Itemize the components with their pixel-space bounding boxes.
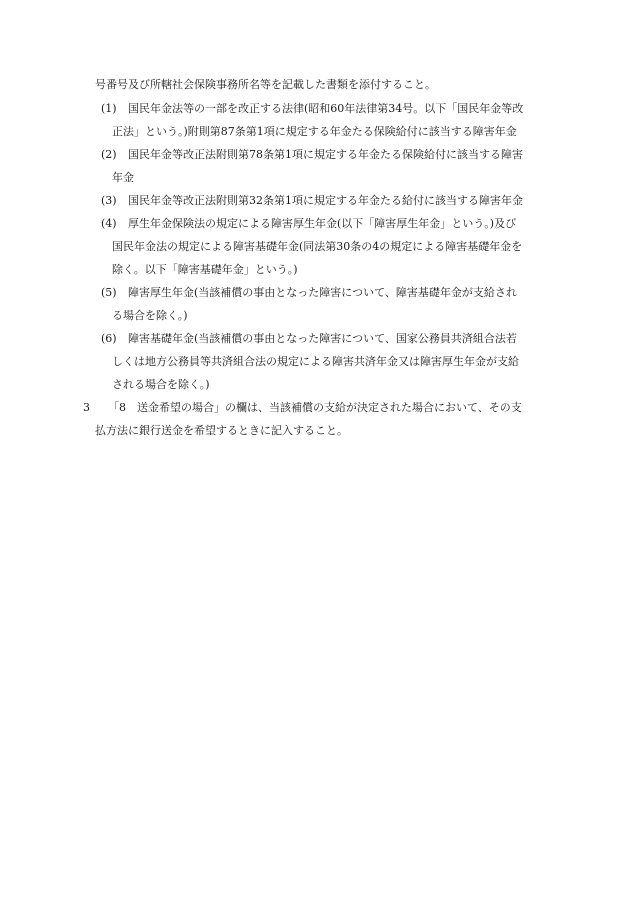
- text-line-5: 年金: [112, 171, 134, 184]
- item-marker-6: (6): [101, 332, 117, 345]
- item-marker-1: (1): [101, 102, 117, 115]
- section-marker-3: 3: [83, 401, 90, 414]
- item-marker-2: (2): [101, 148, 117, 161]
- item-marker-5: (5): [101, 286, 117, 299]
- item-marker-3: (3): [101, 194, 117, 207]
- text-line-12: 障害基礎年金(当該補償の事由となった障害について、国家公務員共済組合法若: [128, 332, 517, 345]
- text-line-4: 国民年金等改正法附則第78条第1項に規定する年金たる保険給付に該当する障害: [128, 148, 523, 161]
- text-line-1: 号番号及び所轄社会保険事務所名等を記載した書類を添付すること。: [95, 78, 436, 91]
- text-line-14: される場合を除く。): [112, 378, 210, 391]
- text-line-15: 「8 送金希望の場合」の欄は、当該補償の支給が決定された場合において、その支: [108, 401, 522, 414]
- item-marker-4: (4): [101, 217, 117, 230]
- text-line-9: 除く。以下「障害基礎年金」という。): [112, 263, 298, 276]
- text-line-3: 正法」という。)附則第87条第1項に規定する年金たる保険給付に該当する障害年金: [112, 125, 517, 138]
- text-line-7: 厚生年金保険法の規定による障害厚生年金(以下「障害厚生年金」という。)及び: [128, 217, 517, 230]
- text-line-13: しくは地方公務員等共済組合法の規定による障害共済年金又は障害厚生年金が支給: [112, 355, 519, 368]
- text-line-6: 国民年金等改正法附則第32条第1項に規定する年金たる給付に該当する障害年金: [128, 194, 523, 207]
- text-line-2: 国民年金法等の一部を改正する法律(昭和60年法律第34号。以下「国民年金等改: [128, 102, 524, 115]
- text-line-11: る場合を除く。): [112, 309, 188, 322]
- text-line-16: 払方法に銀行送金を希望するときに記入すること。: [95, 424, 348, 437]
- text-line-10: 障害厚生年金(当該補償の事由となった障害について、障害基礎年金が支給され: [128, 286, 517, 299]
- text-line-8: 国民年金法の規定による障害基礎年金(同法第30条の4の規定による障害基礎年金を: [112, 240, 523, 253]
